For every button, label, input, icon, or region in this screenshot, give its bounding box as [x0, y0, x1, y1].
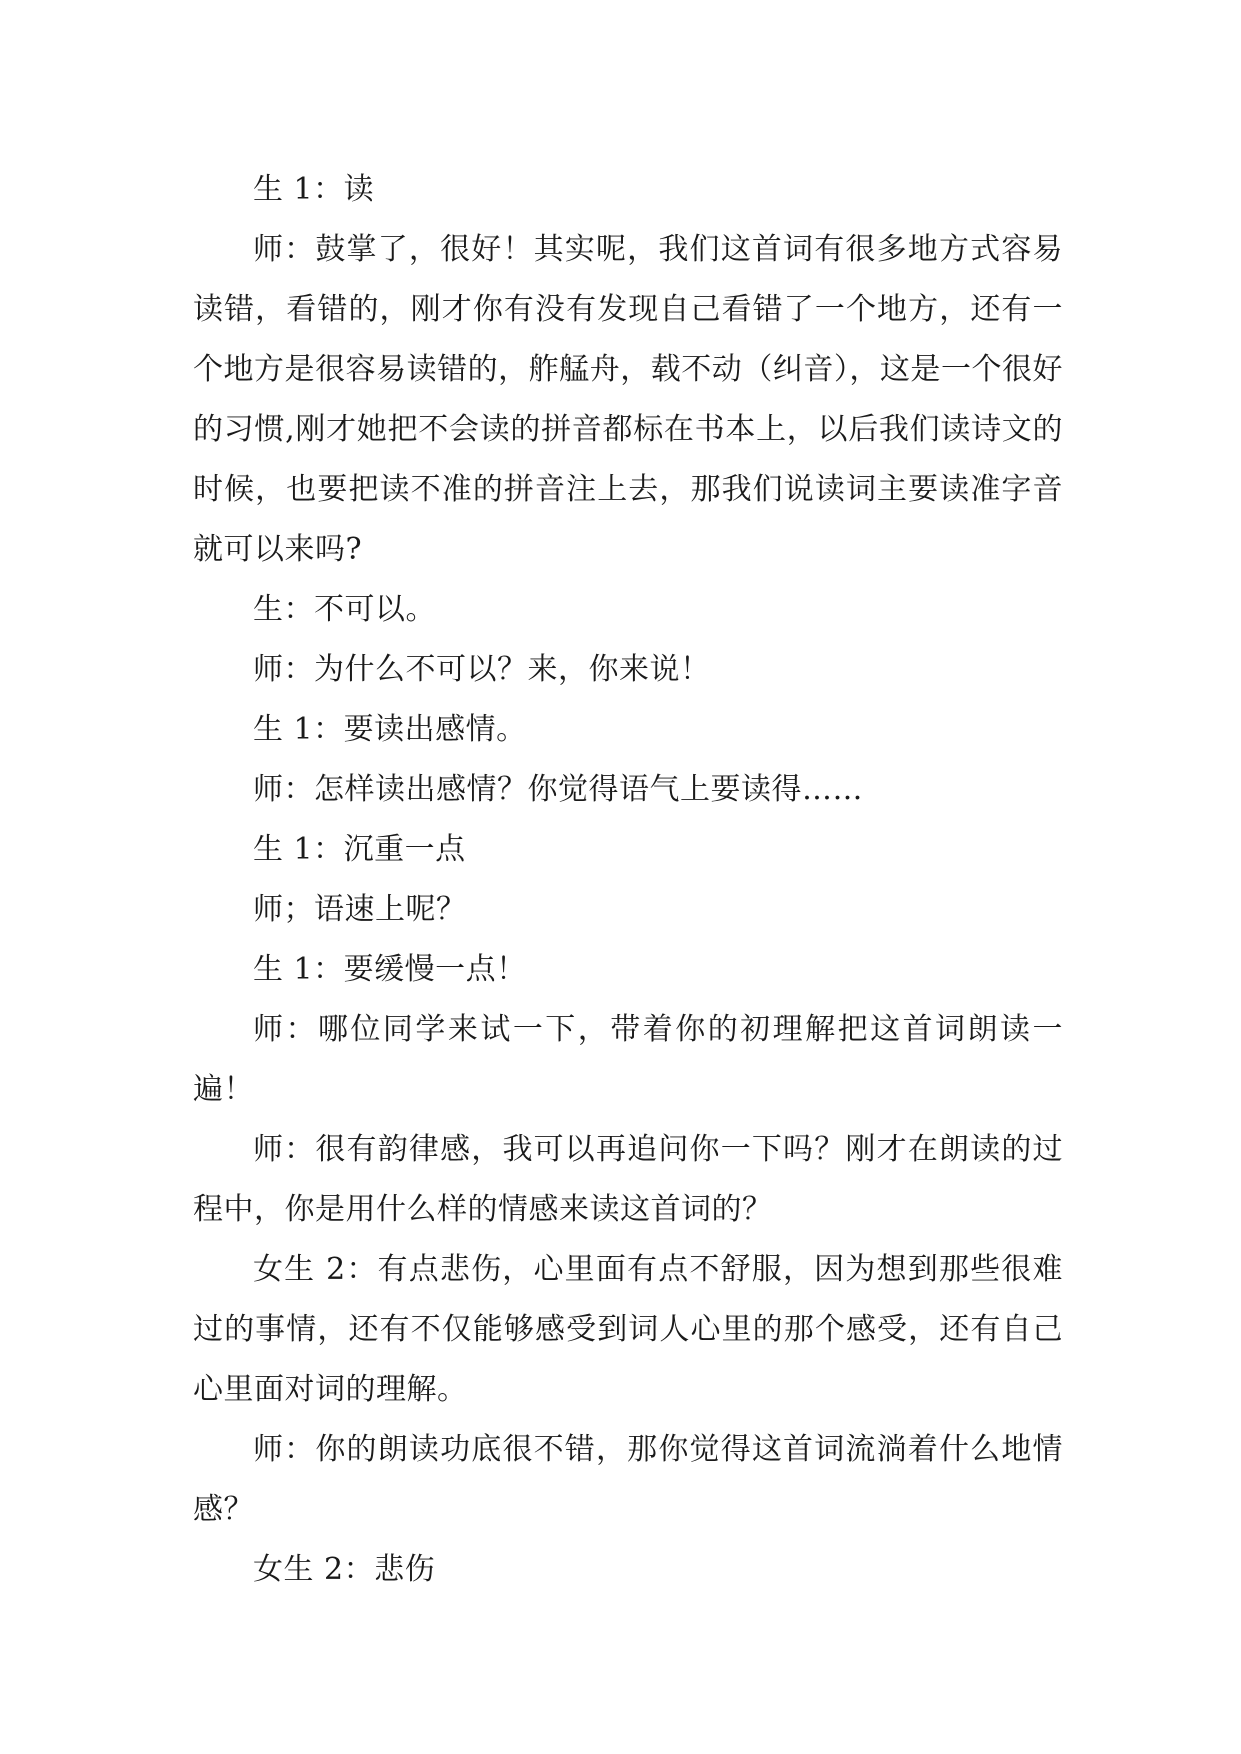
document-body: [193, 160, 1063, 1600]
paragraph-teacher-why: 师：为什么不可以？来，你来说！: [253, 652, 711, 687]
paragraph-teacher-try: 师：哪位同学来试一下，带着你的初理解把这首词朗读一遍！: [193, 1012, 1063, 1107]
paragraph-student-no: 生：不可以。: [253, 592, 436, 627]
paragraph-teacher-how: 师：怎样读出感情？你觉得语气上要读得……: [253, 772, 863, 807]
paragraph-female-student2-answer: 女生 2：悲伤: [253, 1552, 436, 1587]
paragraph-female-student2-sad: 女生 2：有点悲伤，心里面有点不舒服，因为想到那些很难过的事情，还有不仅能够感受到词人心里的那个感受，还有自己心里面对词的理解。: [193, 1252, 1063, 1407]
paragraph-teacher-speed: 师；语速上呢？: [253, 892, 467, 927]
paragraph-teacher-rhythm: 师：很有韵律感，我可以再追问你一下吗？刚才在朗读的过程中，你是用什么样的情感来读这首词的？: [193, 1132, 1063, 1227]
paragraph-student1-slow: 生 1：要缓慢一点！: [253, 952, 527, 987]
paragraph-student1-emotion: 生 1：要读出感情。: [253, 712, 527, 747]
paragraph-teacher-pronunciation: 师：鼓掌了，很好！其实呢，我们这首词有很多地方式容易读错，看错的，刚才你有没有发现自己看错了一个地方，还有一个地方是很容易读错的，舴艋舟，载不动（纠音），这是一个很好的习惯,刚才她把不会读的拼音都标在书本上，以后我们读诗文的时候，也要把读不准的拼音注上去，那我们说读词主要读准字音就可以来吗?: [193, 232, 1063, 567]
paragraph-teacher-feeling: 师：你的朗读功底很不错，那你觉得这首词流淌着什么地情感？: [193, 1432, 1063, 1527]
paragraph-student1-heavy: 生 1：沉重一点: [253, 832, 466, 867]
paragraph-student1-read: 生 1：读: [253, 172, 375, 207]
